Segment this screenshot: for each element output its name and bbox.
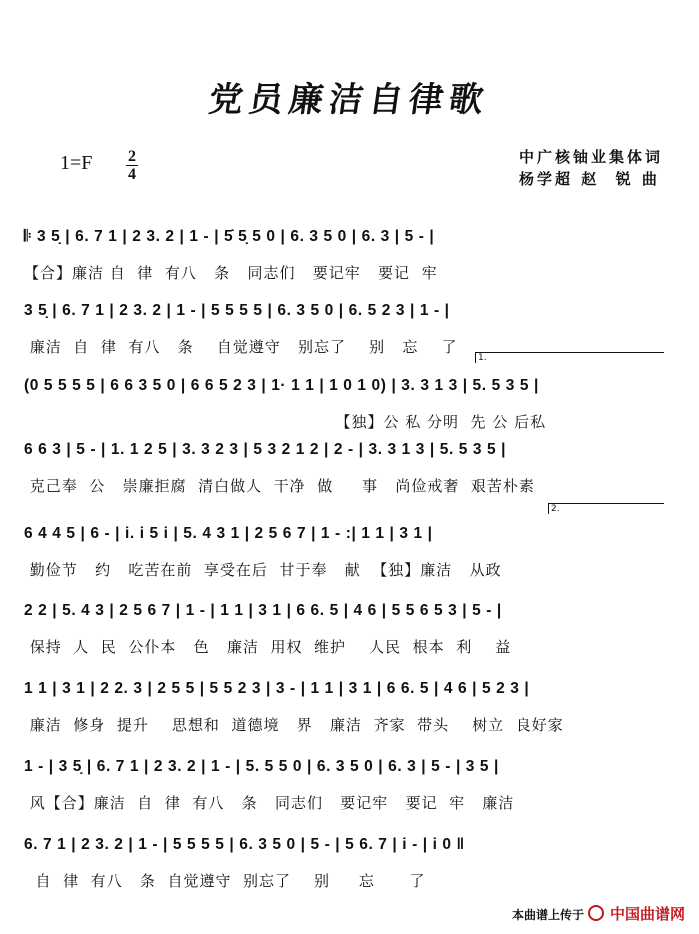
site-logo-icon bbox=[588, 905, 604, 921]
notation-line: 6 4 4 5 | 6 - | i. i 5 i | 5. 4 3 1 | 2 5 6 7 | 1 - :| 1 1 | 3 1 | bbox=[24, 525, 433, 542]
notation-line: 6 6 3 | 5 - | 1. 1 2 5 | 3. 3 2 3 | 5 3 2 1 2 | 2 - | 3. 3 1 3 | 5. 5 3 5 | bbox=[24, 441, 507, 458]
lyric-line: 【合】廉洁 自 律 有八 条 同志们 要记牢 要记 牢 bbox=[24, 264, 438, 282]
notation-line: (0 5 5 5 5 | 6 6 3 5 0 | 6 6 5 2 3 | 1· 1 1 | 1 0 1 0) | 3. 3 1 3 | 5. 5 3 5 | bbox=[24, 377, 539, 394]
song-title: 党员廉洁自律歌 bbox=[206, 80, 492, 120]
key-signature: 1=F bbox=[60, 152, 93, 174]
notation-line: 2 2 | 5. 4 3 | 2 5 6 7 | 1 - | 1 1 | 3 1 | 6 6. 5 | 4 6 | 5 5 6 5 3 | 5 - | bbox=[24, 602, 502, 619]
composer-credit: 杨学超 赵 锐 曲 bbox=[518, 170, 660, 188]
lyric-line: 【独】公 私 分明 先 公 后私 bbox=[24, 413, 547, 431]
lyricist-credit: 中广核铀业集体词 bbox=[518, 148, 663, 166]
volta-bracket-1: 1. bbox=[475, 352, 664, 363]
time-signature bbox=[126, 148, 138, 183]
time-sig-top: 2 bbox=[128, 148, 136, 165]
lyric-line: 廉洁 修身 提升 思想和 道德境 界 廉洁 齐家 带头 树立 良好家 bbox=[24, 716, 564, 734]
notation-line: 1 - | 3 5̣ | 6. 7 1 | 2 3. 2 | 1 - | 5. 5 5 0 | 6. 3 5 0 | 6. 3 | 5 - | 3 5 | bbox=[24, 758, 499, 775]
footer-watermark bbox=[512, 903, 685, 924]
footer-text: 本曲谱上传于 bbox=[511, 908, 584, 922]
notation-line: 6. 7 1 | 2 3. 2 | 1 - | 5 5 5 5 | 6. 3 5 0 | 5 - | 5 6. 7 | i - | i 0 ‖ bbox=[24, 836, 465, 853]
footer-site-link[interactable]: 中国曲谱网 bbox=[609, 905, 685, 923]
lyric-line: 风【合】廉洁 自 律 有八 条 同志们 要记牢 要记 牢 廉洁 bbox=[24, 794, 515, 812]
lyric-line: 勤俭节 约 吃苦在前 享受在后 甘于奉 献 【独】廉洁 从政 bbox=[24, 561, 502, 579]
credits bbox=[519, 146, 663, 190]
notation-line: 𝄆 3 5̣ | 6. 7 1 | 2 3. 2 | 1 - | 5̇ 5̣ 5 0 | 6. 3 5 0 | 6. 3 | 5 - | bbox=[24, 228, 435, 245]
lyric-line: 廉洁 自 律 有八 条 自觉遵守 别忘了 别 忘 了 bbox=[24, 338, 458, 356]
volta-bracket-2: 2. bbox=[548, 503, 664, 514]
lyric-line: 自 律 有八 条 自觉遵守 别忘了 别 忘 了 bbox=[24, 872, 426, 890]
time-sig-bottom: 4 bbox=[128, 166, 136, 183]
lyric-line: 克己奉 公 崇廉拒腐 清白做人 干净 做 事 尚俭戒奢 艰苦朴素 bbox=[24, 477, 535, 495]
lyric-line: 保持 人 民 公仆本 色 廉洁 用权 维护 人民 根本 利 益 bbox=[24, 638, 512, 656]
notation-line: 1 1 | 3 1 | 2 2. 3 | 2 5 5 | 5 5 2 3 | 3 - | 1 1 | 3 1 | 6 6. 5 | 4 6 | 5 2 3 | bbox=[24, 680, 530, 697]
notation-line: 3 5̣ | 6. 7 1 | 2 3. 2 | 1 - | 5 5 5 5 | 6. 3 5 0 | 6. 5 2 3 | 1 - | bbox=[24, 302, 450, 319]
